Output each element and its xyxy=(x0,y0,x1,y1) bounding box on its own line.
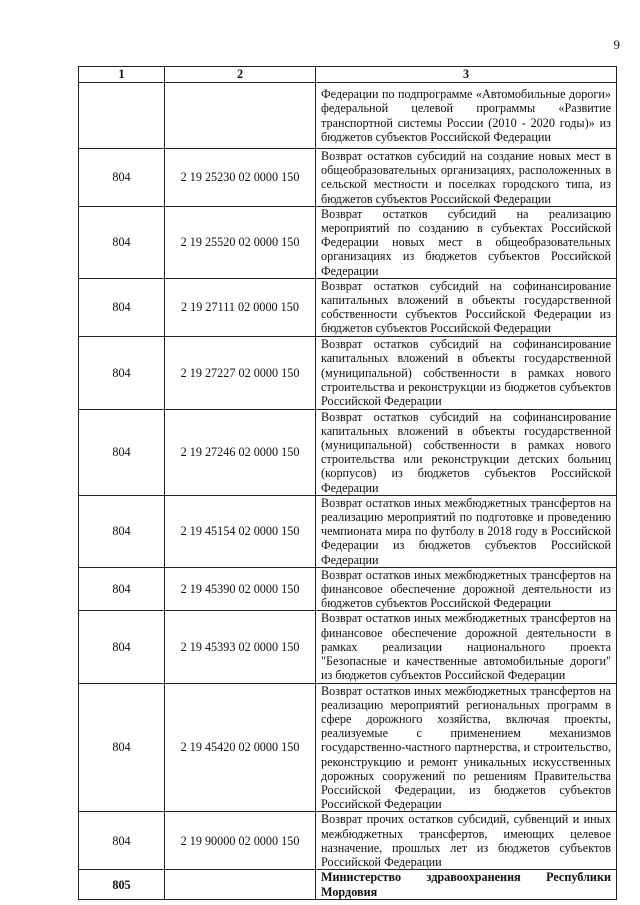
table-row xyxy=(79,611,617,683)
admin-code-cell: 805 xyxy=(79,870,165,900)
description-cell: Возврат остатков субсидий на софинансирование капитальных вложений в объекты государственной собственности субъектов Российской Федерации из бюджетов субъектов Российской Федерации xyxy=(316,278,617,336)
budget-codes-table xyxy=(78,66,617,900)
table-header-row xyxy=(79,67,617,83)
description-cell: Возврат остатков субсидий на софинансирование капитальных вложений в объекты государственной (муниципальной) собственности в рамках нового строительства или реконструкции детских больниц (корпусов) из бюджетов субъектов Российской Федерации xyxy=(316,409,617,495)
table-row xyxy=(79,336,617,409)
description-cell: Возврат остатков субсидий на софинансирование капитальных вложений в объекты государственной (муниципальной) собственности в рамках нового строительства и реконструкции из бюджетов субъектов Российской Федерации xyxy=(316,336,617,409)
kbk-code-cell: 2 19 45390 02 0000 150 xyxy=(165,567,316,611)
description-cell: Возврат остатков иных межбюджетных трансфертов на реализацию мероприятий по подготовке и проведению чемпионата мира по футболу в 2018 году в Российской Федерации из бюджетов субъектов Российской Федерации xyxy=(316,495,617,567)
admin-code-cell: 804 xyxy=(79,278,165,336)
description-cell: Возврат остатков субсидий на реализацию мероприятий по созданию в субъектах Российской Федерации новых мест в общеобразовательных организациях из бюджетов субъектов Российской Федерации xyxy=(316,206,617,278)
header-col-3: 3 xyxy=(316,67,617,83)
table-row xyxy=(79,83,617,149)
kbk-code-cell xyxy=(165,83,316,149)
header-col-1: 1 xyxy=(79,67,165,83)
description-cell: Возврат прочих остатков субсидий, субвенций и иных межбюджетных трансфертов, имеющих целевое назначение, прошлых лет из бюджетов субъектов Российской Федерации xyxy=(316,812,617,870)
kbk-code-cell: 2 19 27111 02 0000 150 xyxy=(165,278,316,336)
kbk-code-cell: 2 19 25230 02 0000 150 xyxy=(165,149,316,207)
page-number: 9 xyxy=(613,37,620,52)
description-cell: Федерации по подпрограмме «Автомобильные дороги» федеральной целевой программы «Развитие транспортной системы России (2010 - 2020 годы)» из бюджетов субъектов Российской Федерации xyxy=(316,83,617,149)
header-col-2: 2 xyxy=(165,67,316,83)
admin-code-cell: 804 xyxy=(79,683,165,812)
admin-code-cell: 804 xyxy=(79,567,165,611)
kbk-code-cell: 2 19 45154 02 0000 150 xyxy=(165,495,316,567)
kbk-code-cell: 2 19 25520 02 0000 150 xyxy=(165,206,316,278)
table-row xyxy=(79,495,617,567)
kbk-code-cell: 2 19 27227 02 0000 150 xyxy=(165,336,316,409)
description-cell: Возврат остатков иных межбюджетных трансфертов на финансовое обеспечение дорожной деятельности из бюджетов субъектов Российской Федерации xyxy=(316,567,617,611)
kbk-code-cell: 2 19 27246 02 0000 150 xyxy=(165,409,316,495)
kbk-code-cell: 2 19 45420 02 0000 150 xyxy=(165,683,316,812)
description-cell: Возврат остатков иных межбюджетных трансфертов на финансовое обеспечение дорожной деятельности в рамках реализации национального проекта "Безопасные и качественные автомобильные дороги" из бюджетов субъектов Российской Федерации xyxy=(316,611,617,683)
kbk-code-cell: 2 19 45393 02 0000 150 xyxy=(165,611,316,683)
kbk-code-cell xyxy=(165,870,316,900)
table-row xyxy=(79,567,617,611)
table-row xyxy=(79,206,617,278)
table-row xyxy=(79,683,617,812)
admin-code-cell: 804 xyxy=(79,336,165,409)
admin-code-cell: 804 xyxy=(79,409,165,495)
table-row xyxy=(79,409,617,495)
description-cell: Возврат остатков иных межбюджетных трансфертов на реализацию мероприятий региональных программ в сфере дорожного хозяйства, включая проекты, реализуемые с применением механизмов государственно-частного партнерства, и строительство, реконструкцию и ремонт уникальных искусственных дорожных сооружений по решениям Правительства Российской Федерации, из бюджетов субъектов Российской Федерации xyxy=(316,683,617,812)
admin-code-cell xyxy=(79,83,165,149)
admin-code-cell: 804 xyxy=(79,812,165,870)
table-row xyxy=(79,870,617,900)
table-row xyxy=(79,812,617,870)
table-row xyxy=(79,278,617,336)
admin-code-cell: 804 xyxy=(79,149,165,207)
table-row xyxy=(79,149,617,207)
admin-code-cell: 804 xyxy=(79,206,165,278)
description-cell: Возврат остатков субсидий на создание новых мест в общеобразовательных организациях, расположенных в сельской местности и поселках городского типа, из бюджетов субъектов Российской Федерации xyxy=(316,149,617,207)
admin-code-cell: 804 xyxy=(79,495,165,567)
kbk-code-cell: 2 19 90000 02 0000 150 xyxy=(165,812,316,870)
description-cell: Министерство здравоохранения Республики Мордовия xyxy=(316,870,617,900)
admin-code-cell: 804 xyxy=(79,611,165,683)
